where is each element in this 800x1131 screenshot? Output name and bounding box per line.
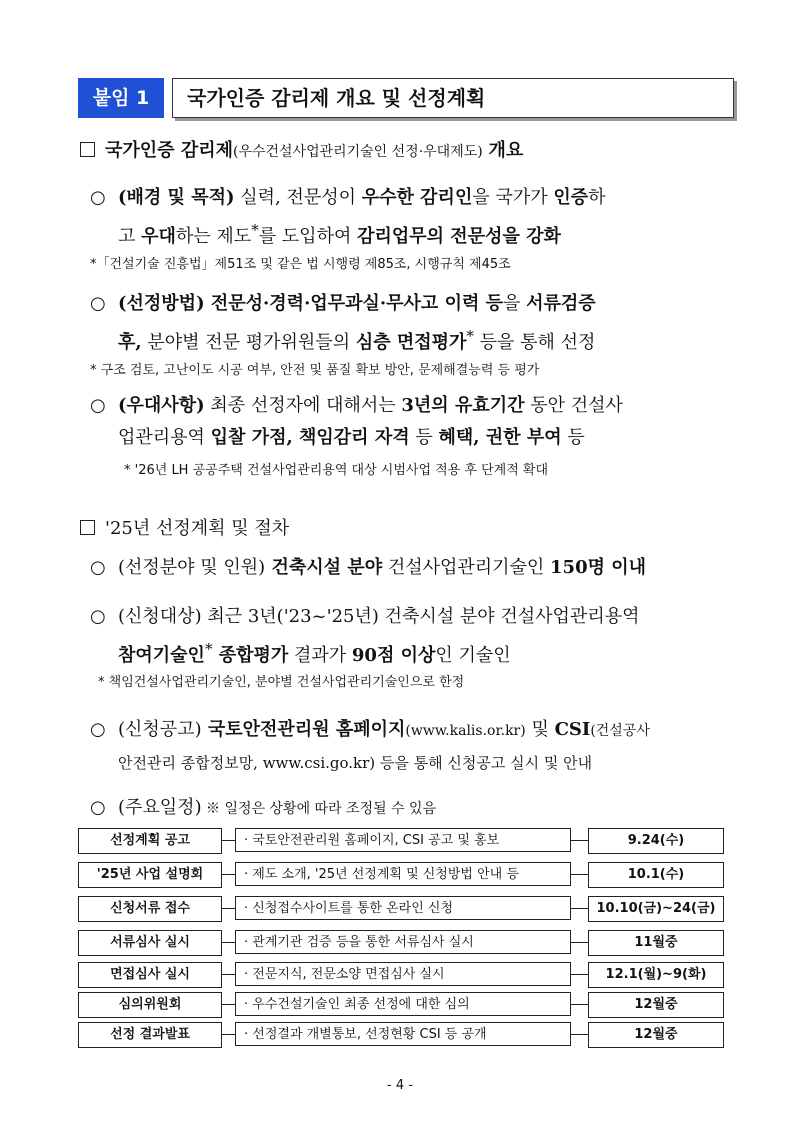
schedule-step: 선정 결과발표 [78,1022,222,1048]
schedule-row [78,862,722,888]
schedule-step: 신청서류 접수 [78,896,222,922]
schedule-row [78,1022,722,1048]
item-eligibility: ○ (신청대상) 최근 3년('23~'25년) 건축시설 분야 건설사업관리용역 참여기술인* 종합평가 결과가 90점 이상인 기술인 [90,606,640,666]
page-title: 국가인증 감리제 개요 및 선정계획 [172,78,734,118]
schedule-row [78,828,722,854]
schedule-date: 12.1(월)~9(화) [588,962,724,988]
schedule-date: 10.10(금)~24(금) [588,896,724,922]
item-field-quota: ○ (선정분야 및 인원) 건축시설 분야 건설사업관리기술인 150명 이내 [90,557,647,578]
schedule-desc: · 국토안전관리원 홈페이지, CSI 공고 및 홍보 [235,828,571,852]
item-schedule-heading: ○ (주요일정) ※ 일정은 상황에 따라 조정될 수 있음 [90,797,437,818]
schedule-step: 서류심사 실시 [78,930,222,956]
section2-heading: '25년 선정계획 및 절차 [80,514,289,540]
item-method: ○ (선정방법) 전문성·경력·업무과실·무사고 이력 등을 서류검증 후, 분야별 전문 평가위원들의 심층 면접평가* 등을 통해 선정 [90,293,596,353]
schedule-step: '25년 사업 설명회 [78,862,222,888]
schedule-desc: · 선정결과 개별통보, 선정현황 CSI 등 공개 [235,1022,571,1046]
schedule-date: 9.24(수) [588,828,724,854]
checkbox-square-icon [80,142,95,157]
page-number: - 4 - [387,1078,413,1093]
schedule-date: 12월중 [588,992,724,1018]
schedule-desc: · 신청접수사이트를 통한 온라인 신청 [235,896,571,920]
schedule-date: 10.1(수) [588,862,724,888]
schedule-desc: · 전문지식, 전문소양 면접심사 실시 [235,962,571,986]
note-lh-pilot: * '26년 LH 공공주택 건설사업관리용역 대상 시범사업 적용 후 단계적 확대 [124,463,549,478]
schedule-step: 선정계획 공고 [78,828,222,854]
schedule-desc: · 제도 소개, '25년 선정계획 및 신청방법 안내 등 [235,862,571,886]
schedule-desc: · 우수건설기술인 최종 선정에 대한 심의 [235,992,571,1016]
note-evaluation: * 구조 검토, 고난이도 시공 여부, 안전 및 품질 확보 방안, 문제해결능력 등 평가 [90,363,540,378]
item-announcement: ○ (신청공고) 국토안전관리원 홈페이지(www.kalis.or.kr) 및 CSI(건설공사 안전관리 종합정보망, www.csi.go.kr) 등을 통해 신청공고 실시 및 안내 [90,719,650,772]
schedule-row [78,896,722,922]
note-eligibility: * 책임건설사업관리기술인, 분야별 건설사업관리기술인으로 한정 [98,675,465,690]
schedule-date: 12월중 [588,1022,724,1048]
schedule-date: 11월중 [588,930,724,956]
item-benefits: ○ (우대사항) 최종 선정자에 대해서는 3년의 유효기간 동안 건설사 업관리용역 입찰 가점, 책임감리 자격 등 혜택, 권한 부여 등 [90,395,623,448]
schedule-row [78,962,722,988]
checkbox-square-icon [80,520,95,535]
section1-heading: 국가인증 감리제(우수건설사업관리기술인 선정·우대제도) 개요 [80,136,523,162]
note-law: *「건설기술 진흥법」제51조 및 같은 법 시행령 제85조, 시행규칙 제45조 [90,257,511,272]
schedule-step: 심의위원회 [78,992,222,1018]
schedule-step: 면접심사 실시 [78,962,222,988]
item-background: ○ (배경 및 목적) 실력, 전문성이 우수한 감리인을 국가가 인증하 고 우대하는 제도*를 도입하여 감리업무의 전문성을 강화 [90,187,606,247]
schedule-desc: · 관계기관 검증 등을 통한 서류심사 실시 [235,930,571,954]
schedule-row [78,992,722,1018]
attachment-tag: 붙임 1 [78,78,164,118]
schedule-row [78,930,722,956]
